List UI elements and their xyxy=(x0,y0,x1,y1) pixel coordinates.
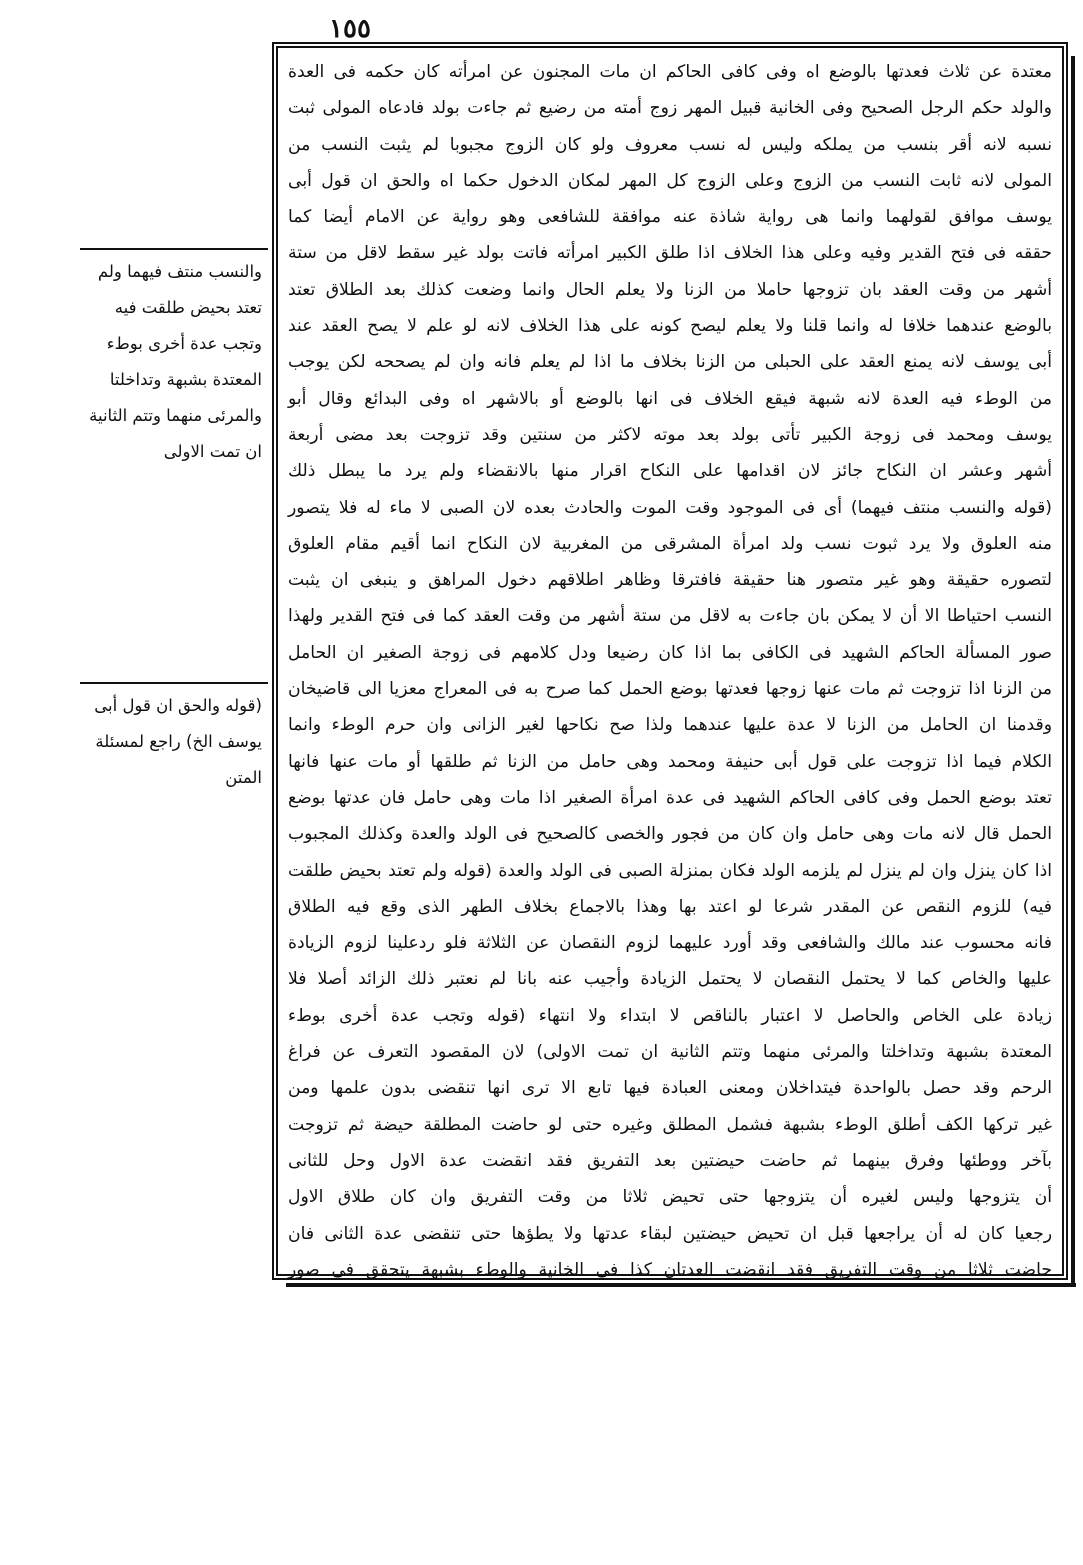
text-line: بالوضع عندهما خلافا له وانما قلنا ولا يعلم ليصح كونه على هذا الخلاف لانه لو علم لا يصح العقد عند xyxy=(288,316,1052,337)
text-line: النسب احتياطا الا أن لا يمكن بان جاءت به لاقل من ستة أشهر من وقت العقد كما فى فتح القدير ولهذا xyxy=(288,606,1052,627)
text-line: أشهر وعشر ان النكاح جائز لان اقدامها على النكاح اقرار منها بالانقضاء ولم يرد ما يبطل ذلك xyxy=(288,461,1052,482)
main-text-frame xyxy=(272,42,1068,1280)
text-line: (قوله والنسب منتف فيهما) أى فى الموجود وقت الموت والحادث بعده لان الصبى لا ماء له فلا يتصور xyxy=(288,497,1052,518)
text-line: حققه فى فتح القدير وفيه وعلى هذا الخلاف اذا طلق الكبير امرأته فاتت بولد غير سقط لاقل من ستة xyxy=(288,243,1052,264)
text-line: عليها والخاص كما لا يحتمل النقصان لا يحتمل الزيادة وأجيب عنه بانا لم نعتبر ذلك الزائد أصلا فلا xyxy=(288,969,1052,990)
text-line: وقدمنا ان الحامل من الزنا لا عدة عليها عندهما ولذا صح نكاحها لغير الزانى وان حرم الوطء وانما xyxy=(288,715,1052,736)
margin-note-line: وتجب عدة أخرى بوطء xyxy=(106,334,262,353)
margin-note-gloss xyxy=(84,688,262,828)
text-line: فيه) للزوم النقص عن المقدر شرعا لو اعتد بها وهذا بالاجماع بخلاف الطهر الذى وقع فيه الطلاق xyxy=(288,896,1052,917)
text-line: غير تركها الكف أطلق الوطء بشبهة فشمل المطلق وغيره حتى لو حاضت المطلقة حيضة ثم تزوجت xyxy=(288,1114,1052,1135)
text-line: الحمل قال لانه مات وهى حامل وان كان من فجور والخصى كالصحيح فى الولد والعدة وكذلك المجبوب xyxy=(288,824,1052,845)
text-line: الكلام فيما اذا تزوجت على قول أبى حنيفة ومحمد وهى حامل من الزنا ثم طلقها أو مات عنها فانها xyxy=(288,751,1052,772)
margin-note-line: والمرئى منهما وتتم الثانية xyxy=(89,406,262,425)
text-line: اذا كان ينزل وان لم ينزل لم يلزمه الولد فكان بمنزلة الصبى فى الولد والعدة (قوله ولم تعتد بحيض طلقت xyxy=(288,860,1052,881)
margin-note-line: تعتد بحيض طلقت فيه xyxy=(114,298,262,317)
text-line: لتصوره حقيقة وهو غير متصور هنا حقيقة فافترقا وظاهر اطلاقهم دخول المراهق و ينبغى ان يثبت xyxy=(288,570,1052,591)
text-line: زيادة على الخاص والحاصل لا اعتبار بالناقص لا ابتداء ولا انتهاء (قوله وتجب عدة أخرى بوطء xyxy=(288,1005,1052,1026)
margin-note-matn xyxy=(84,254,262,674)
main-text-body xyxy=(288,54,1052,1280)
text-line: أن يتزوجها وليس لغيره أن يتزوجها حتى تحيض ثلاثا من وقت التفريق وان كان طلاق الاول xyxy=(288,1187,1052,1208)
text-line: نسبه لانه أقر بنسب من يملكه وليس له نسب معروف ولو كان الزوج مجبوبا لم يثبت النسب من xyxy=(288,134,1052,155)
text-line: أشهر من وقت العقد بان تزوجها حاملا من الزنا ولا يعلم الحال وانما وضعت كذلك بعد الطلاق تعتد xyxy=(288,279,1052,300)
text-line: الرحم وقد حصل بالواحدة فيتداخلان ومعنى العبادة فيها تابع الا ترى انها تنقضى بدون علمها ومن xyxy=(288,1078,1052,1099)
text-line: رجعيا كان له أن يراجعها قبل ان تحيض حيضتين لبقاء عدتها ولا يطؤها حتى تنقضى عدة الثانى فان xyxy=(288,1223,1052,1244)
text-line: من الزنا اذا تزوجت ثم مات عنها زوجها فعدتها بوضع الحمل كما صرح به فى المعراج معزيا الى قاضيخان xyxy=(288,679,1052,700)
text-line: منه العلوق ولا يرد ثبوت نسب ولد امرأة المشرقى من المغربية لان النكاح انما أقيم مقام العلوق xyxy=(288,533,1052,554)
margin-note-line: والنسب منتف فيهما ولم xyxy=(97,262,262,281)
text-line: من الوطء فيه العدة لانه شبهة فيقع الخلاف فى انها بالوضع أو بالاشهر اه وفى البدائع وقال أبو xyxy=(288,388,1052,409)
text-line: والولد حكم الرجل الصحيح وفى الخانية قبيل المهر زوج أمته من رضيع ثم جاءت بولد فادعاه المولى ثبت xyxy=(288,98,1052,119)
text-line: المولى لانه ثابت النسب من الزوج وعلى الزوج كل المهر لمكان الدخول حكما اه والحق ان قول أبى xyxy=(288,170,1052,191)
margin-note-line: يوسف الخ) راجع لمسئلة xyxy=(95,732,262,751)
text-line: أبى يوسف لانه يمنع العقد على الحبلى من الزنا بخلاف ما اذا لم يعلم فانه وان لم يصححه لكن يوجب xyxy=(288,352,1052,373)
text-line: يوسف موافق لقولهما وانما هى رواية شاذة عنه موافقة للشافعى وهو رواية عن الامام أيضا كما xyxy=(288,207,1052,228)
text-line: المعتدة بشبهة وتداخلتا والمرئى منهما وتتم الثانية ان تمت الاولى) لان المقصود التعرف عن فراغ xyxy=(288,1042,1052,1063)
text-line: تعتد بوضع الحمل وفى كافى الحاكم الشهيد فى عدة امرأة الصغير اذا مات وهى حامل فان عدتها بوضع xyxy=(288,787,1052,808)
page-number: ١٥٥ xyxy=(329,14,371,44)
margin-note-line: (قوله والحق ان قول أبى xyxy=(94,696,262,715)
text-line: بآخر ووطئها وفرق بينهما ثم حاضت حيضتين بعد التفريق فقد انقضت عدة الاول وحل للثانى xyxy=(288,1150,1052,1171)
margin-note-line: المتن xyxy=(225,768,262,787)
text-line: حاضت ثلاثا من وقت التفريق فقد انقضت العدتان كذا فى الخانية والوطء بشبهة يتحقق فى صور xyxy=(288,1259,1052,1280)
text-line: يوسف ومحمد فى زوجة الكبير تأتى بولد بعد موته لاكثر من سنتين وقد تزوجت بعد مضى أربعة xyxy=(288,424,1052,445)
text-line: صور المسألة الحاكم الشهيد فى الكافى بما اذا كان رضيعا ودل كلامهم فى زوجة الصغير ان الحامل xyxy=(288,642,1052,663)
text-line: معتدة عن ثلاث فعدتها بالوضع اه وفى كافى الحاكم ان مات المجنون عن امرأته كان حكمه فى العدة xyxy=(288,62,1052,82)
margin-note-line: المعتدة بشبهة وتداخلتا xyxy=(109,370,262,389)
text-line: فانه محسوب عند مالك والشافعى وقد أورد عليهما لزوم النقصان عن الثلاثة فلو ردعلينا لزوم الزيادة xyxy=(288,933,1052,954)
margin-note-line: ان تمت الاولى xyxy=(163,442,262,461)
